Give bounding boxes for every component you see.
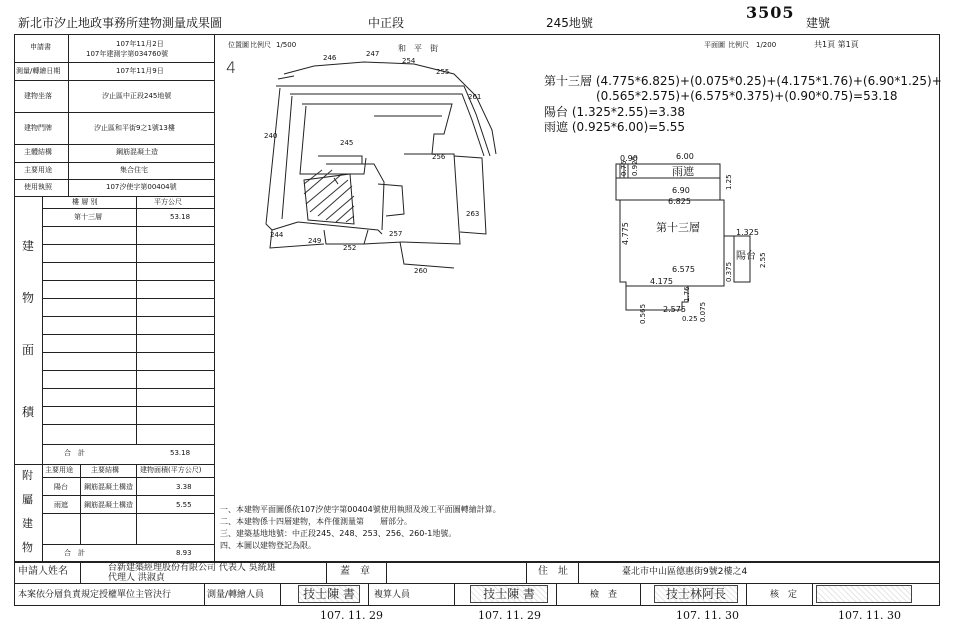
- canopy-room-label: 雨遮: [672, 165, 694, 178]
- area-row-line: [42, 262, 214, 263]
- apply-doc-value: 107年建測字第034760號: [86, 50, 169, 58]
- annex-row-line: [42, 544, 214, 545]
- area-side-char: 面: [22, 343, 35, 357]
- dim-label: 2.575: [663, 305, 686, 314]
- balcony-room-label: 陽台: [736, 251, 756, 262]
- footer-col-line: [204, 583, 205, 606]
- annex-side-char: 物: [22, 541, 33, 554]
- building-number-suffix: 建號: [806, 16, 831, 30]
- area-row-line: [42, 370, 214, 371]
- annex-col-divider: [80, 464, 81, 544]
- address-value: 汐止區和平街9之1號13樓: [94, 124, 175, 132]
- footer-col-line: [326, 562, 327, 583]
- footer-row-line: [14, 583, 940, 584]
- building-number: 3505: [746, 3, 795, 22]
- dim-label: 0.75: [620, 160, 628, 176]
- document-title: 新北市汐止地政事務所建物測量成果圖: [18, 16, 223, 30]
- reviewer-stamp: 技士陳 書: [470, 585, 548, 603]
- footer-col-line: [812, 583, 813, 606]
- agent-value: 代理人 洪淑貞: [108, 573, 165, 583]
- lot-label: 240: [264, 132, 278, 140]
- info-col-divider: [68, 34, 69, 196]
- area-total-value: 53.18: [170, 449, 191, 457]
- lot-label: 252: [343, 244, 357, 252]
- area-formula-line1: 第十三層 (4.775*6.825)+(0.075*0.25)+(4.175*1.76)+(6.90*1.25)+: [544, 74, 942, 88]
- footer-col-line: [280, 583, 281, 606]
- note-line: 一、本建物平面圖係依107汐使字第00404號使用執照及竣工平面圖轉繪計算。: [220, 505, 501, 514]
- lot-label: 257: [389, 230, 403, 238]
- lot-label: 260: [414, 267, 428, 275]
- area-row-line: [42, 280, 214, 281]
- site-plan-drawing: [214, 34, 514, 294]
- footer-col-line: [556, 583, 557, 606]
- note-line: 三、建築基地地號：中正段245、248、253、256、260-1地號。: [220, 529, 457, 538]
- balcony-formula: 陽台 (1.325*2.55)=3.38: [544, 105, 686, 119]
- dim-label: 6.825: [668, 197, 691, 206]
- applicant-value: 台新建築經理股份有限公司 代表人 吳統雄: [108, 563, 276, 573]
- check-stamp: 技士林阿長: [654, 585, 738, 603]
- survey-date-value: 107年11月9日: [116, 67, 164, 75]
- dim-label: 0.565: [639, 303, 647, 324]
- apply-date-value: 107年11月2日: [116, 40, 164, 48]
- area-row-line: [42, 334, 214, 335]
- dim-label: 0.075: [699, 301, 707, 322]
- area-row-line: [42, 226, 214, 227]
- site-scale-value: 1/500: [276, 41, 297, 49]
- lot-label: 256: [432, 153, 446, 161]
- north-arrow-icon: 4: [226, 58, 237, 77]
- location-value: 汐止區中正段245地號: [102, 92, 172, 100]
- area-row-line: [42, 424, 214, 425]
- annex-col-structure: 主要結構: [91, 466, 119, 474]
- info-row-line: [14, 112, 214, 113]
- annex-row-line: [42, 477, 214, 478]
- floor-scale-value: 1/200: [756, 41, 777, 49]
- lot-label: 246: [323, 54, 337, 62]
- area-row-value: 53.18: [170, 213, 191, 221]
- footer-col-line: [386, 562, 387, 583]
- info-row-line: [14, 80, 214, 81]
- area-row-line: [42, 298, 214, 299]
- location-label: 建物坐落: [24, 92, 52, 100]
- area-total-label: 合 計: [64, 449, 85, 457]
- footer-col-line: [640, 583, 641, 606]
- address-label: 建物門牌: [24, 124, 52, 132]
- annex-total-label: 合 計: [64, 549, 85, 557]
- dim-label: 6.90: [672, 186, 690, 195]
- lot-number: 245地號: [546, 16, 593, 30]
- apply-date-label: 申請書: [30, 43, 51, 51]
- reviewer-label: 複算人員: [374, 590, 411, 600]
- dim-label: 4.175: [650, 277, 673, 286]
- lot-label: 255: [436, 68, 450, 76]
- info-row-line: [14, 179, 214, 180]
- street-name: 和 平 街: [398, 44, 438, 53]
- footer-col-line: [368, 583, 369, 606]
- area-col-floor: 樓 層 別: [72, 198, 98, 206]
- lot-label: 244: [270, 231, 284, 239]
- dim-label: 0.375: [725, 261, 733, 282]
- footer-col-line: [578, 562, 579, 583]
- area-formula-line2: (0.565*2.575)+(6.575*0.375)+(0.90*0.75)=53.18: [596, 89, 898, 103]
- reviewer-date: 107. 11. 29: [478, 609, 541, 622]
- annex-col-area: 建物面積(平方公尺): [140, 466, 202, 474]
- address-value: 臺北市中山區德惠街9號2樓之4: [622, 567, 748, 577]
- annex-row-use: 雨遮: [54, 501, 68, 509]
- surveyor-date: 107. 11. 29: [320, 609, 383, 622]
- structure-label: 主體結構: [24, 148, 52, 156]
- dim-label: 0.925: [631, 155, 639, 176]
- annex-row-line: [42, 495, 214, 496]
- annex-row-line: [42, 513, 214, 514]
- applicant-label: 申請人姓名: [18, 566, 68, 577]
- dim-label: 4.775: [621, 222, 630, 245]
- floor-scale-label: 比例尺: [728, 41, 749, 49]
- approve-label: 核 定: [770, 590, 798, 600]
- annex-row-area: 5.55: [176, 501, 192, 509]
- area-row-line: [42, 444, 214, 445]
- annex-row-use: 陽台: [54, 483, 68, 491]
- site-scale-label: 比例尺: [250, 41, 271, 49]
- section-name: 中正段: [368, 16, 405, 30]
- site-plan-label: 位置圖: [228, 41, 249, 49]
- dim-label: 1.76: [683, 286, 691, 302]
- permit-value: 107汐使字第00404號: [106, 183, 177, 191]
- use-label: 主要用途: [24, 166, 52, 174]
- surveyor-stamp: 技士陳 書: [298, 585, 360, 603]
- use-value: 集合住宅: [120, 166, 148, 174]
- area-row-line: [42, 352, 214, 353]
- lot-label: 247: [366, 50, 380, 58]
- annex-col-divider: [136, 464, 137, 544]
- footer-col-line: [80, 562, 81, 583]
- area-row-line: [42, 244, 214, 245]
- area-row-floor: 第十三層: [74, 213, 102, 221]
- annex-row-structure: 鋼筋混凝土構造: [84, 483, 133, 491]
- info-row-line: [14, 62, 214, 63]
- note-line: 四、本圖以建物登記為限。: [220, 541, 316, 550]
- surveyor-label: 測量/轉繪人員: [207, 590, 265, 600]
- area-row-line: [42, 388, 214, 389]
- area-col-area: 平方公尺: [154, 198, 182, 206]
- lot-label: 245: [340, 139, 354, 147]
- note-line: 二、本建物係十四層建物，本件僅測量第 層部分。: [220, 517, 412, 526]
- area-row-line: [42, 316, 214, 317]
- area-side-char: 積: [22, 405, 35, 419]
- lot-label: 254: [402, 57, 416, 65]
- info-row-line: [14, 162, 214, 163]
- dim-label: 1.25: [725, 174, 733, 190]
- annex-side-char: 附: [22, 469, 33, 482]
- dim-label: 6.00: [676, 152, 694, 161]
- footer-col-line: [454, 583, 455, 606]
- address-label: 住 址: [538, 566, 568, 577]
- footer-col-line: [746, 583, 747, 606]
- lot-label: 261: [468, 93, 482, 101]
- floor-room-label: 第十三層: [656, 221, 700, 234]
- lot-label: 263: [466, 210, 480, 218]
- annex-total-value: 8.93: [176, 549, 192, 557]
- structure-value: 鋼筋混凝土造: [116, 148, 158, 156]
- annex-side-char: 建: [22, 517, 33, 530]
- dim-label: 2.55: [759, 252, 767, 268]
- check-date: 107. 11. 30: [676, 609, 739, 622]
- dim-label: 0.90: [620, 154, 638, 163]
- annex-side-char: 屬: [22, 493, 33, 506]
- page-indicator: 共1頁 第1頁: [814, 40, 859, 49]
- area-side-char: 物: [22, 291, 35, 305]
- permit-label: 使用執照: [24, 183, 52, 191]
- lot-label: 249: [308, 237, 322, 245]
- approve-date: 107. 11. 30: [838, 609, 901, 622]
- annex-row-structure: 鋼筋混凝土構造: [84, 501, 133, 509]
- dim-label: 1.325: [736, 228, 759, 237]
- footer-col-line: [526, 562, 527, 583]
- survey-date-label: 測量/轉繪日期: [16, 67, 61, 75]
- canopy-formula: 雨遮 (0.925*6.00)=5.55: [544, 120, 686, 134]
- area-row-line: [42, 406, 214, 407]
- info-row-line: [14, 144, 214, 145]
- dim-label: 0.25: [682, 315, 698, 323]
- seal-label: 蓋 章: [340, 566, 370, 577]
- check-label: 檢 查: [590, 590, 618, 600]
- annex-row-area: 3.38: [176, 483, 192, 491]
- dim-label: 6.575: [672, 265, 695, 274]
- area-bottom-line: [14, 464, 214, 465]
- floor-plan-label: 平面圖: [704, 41, 725, 49]
- disclaimer-text: 本案依分層負責規定授權單位主管決行: [18, 590, 172, 600]
- approve-stamp: [816, 585, 912, 603]
- annex-col-use: 主要用途: [45, 466, 73, 474]
- info-row-line: [14, 196, 214, 197]
- area-side-char: 建: [22, 239, 35, 253]
- area-row-line: [42, 208, 214, 209]
